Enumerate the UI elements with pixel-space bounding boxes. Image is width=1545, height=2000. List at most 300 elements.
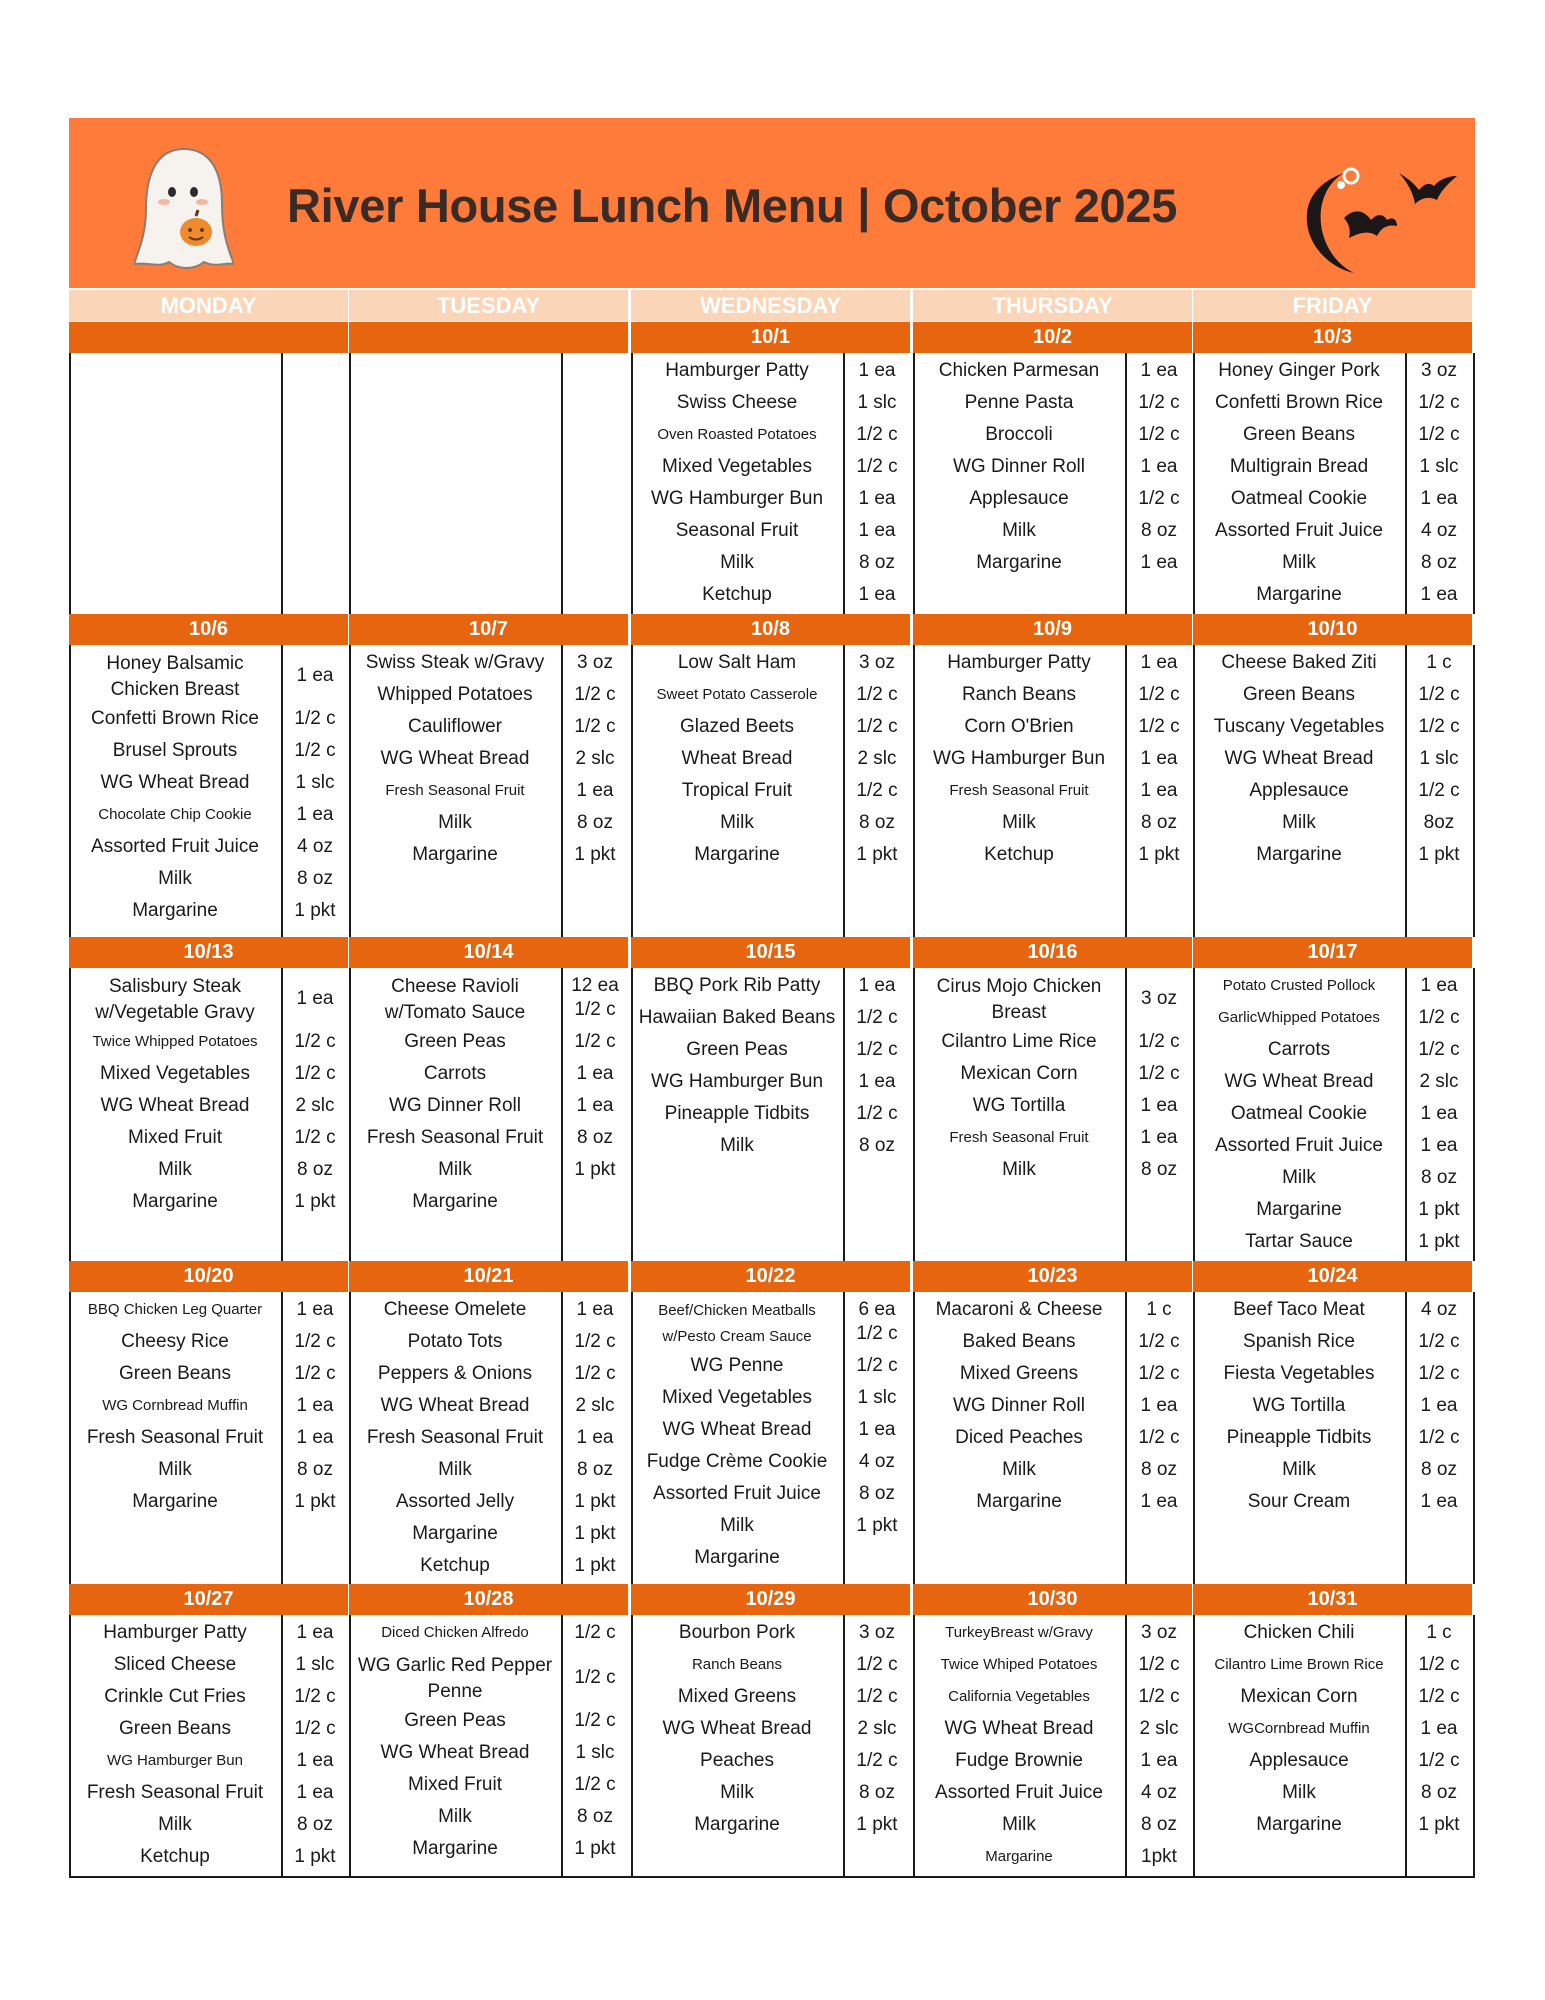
menu-item: Hamburger Patty xyxy=(947,652,1091,673)
menu-item: Milk xyxy=(1002,1159,1036,1180)
menu-item: Green Beans xyxy=(1243,424,1355,445)
menu-item-portion: 1/2 c xyxy=(294,1063,336,1084)
menu-item: Margarine xyxy=(976,1491,1062,1512)
menu-item: Green Beans xyxy=(119,1718,231,1739)
menu-item-portion: 1 ea xyxy=(1140,652,1178,673)
menu-item: Margarine xyxy=(985,1848,1053,1865)
cell-border xyxy=(69,353,71,614)
menu-item: WGCornbread Muffin xyxy=(1228,1720,1370,1737)
date-bar: 10/8 xyxy=(631,614,910,645)
menu-item: WG Hamburger Bun xyxy=(650,1071,824,1092)
menu-item-portion: 1 ea xyxy=(858,975,896,996)
menu-item: Spanish Rice xyxy=(1243,1331,1355,1352)
cell-border xyxy=(1473,1292,1475,1584)
menu-item: WG Dinner Roll xyxy=(389,1095,521,1116)
menu-item: Multigrain Bread xyxy=(1229,456,1369,477)
menu-item: WG Wheat Bread xyxy=(1224,748,1374,769)
cell-border xyxy=(561,1292,563,1584)
menu-item-portion: 1 pkt xyxy=(1418,1814,1460,1835)
date-bar: 10/10 xyxy=(1193,614,1472,645)
menu-item-portion: 1 pkt xyxy=(294,1846,336,1867)
menu-item-portion: 1 ea xyxy=(1420,584,1458,605)
menu-item-portion: 1/2 c xyxy=(294,1331,336,1352)
cell-border xyxy=(913,1615,915,1878)
menu-item-portion: 1 ea xyxy=(296,1427,334,1448)
menu-item: Penne Pasta xyxy=(964,392,1074,413)
menu-item-portion: 1/2 c xyxy=(1138,488,1180,509)
menu-item: Confetti Brown Rice xyxy=(91,708,259,729)
menu-item-portion: 1/2 c xyxy=(1418,1363,1460,1384)
menu-item-portion: 1/2 c xyxy=(294,708,336,729)
menu-item: Tropical Fruit xyxy=(681,780,793,801)
cell-border xyxy=(1405,645,1407,937)
cell-border xyxy=(913,968,915,1261)
cell-border xyxy=(349,1292,351,1584)
menu-item: Fiesta Vegetables xyxy=(1223,1363,1375,1384)
menu-item-portion: 4 oz xyxy=(1141,1782,1177,1803)
menu-item: Margarine xyxy=(694,1547,780,1568)
menu-item: Milk xyxy=(720,1782,754,1803)
day-header-thursday: THURSDAY xyxy=(913,290,1192,321)
cell-border xyxy=(843,353,845,614)
menu-item: Milk xyxy=(1282,1782,1316,1803)
menu-item: Crinkle Cut Fries xyxy=(104,1686,246,1707)
menu-item-portion: 1 ea xyxy=(858,360,896,381)
cell-border xyxy=(349,1615,351,1878)
menu-item-portion: 1 ea xyxy=(576,780,614,801)
menu-item-portion: 8 oz xyxy=(859,812,895,833)
date-bar: 10/2 xyxy=(913,322,1192,353)
menu-item-portion: 1 pkt xyxy=(574,1838,616,1859)
menu-item: Milk xyxy=(1282,1459,1316,1480)
cell-border xyxy=(1473,353,1475,614)
menu-item-portion: 1 ea xyxy=(296,1395,334,1416)
menu-item: Potato Crusted Pollock xyxy=(1222,977,1376,994)
menu-item: Cirus Mojo Chicken Breast xyxy=(936,976,1102,1023)
menu-item: Milk xyxy=(720,812,754,833)
date-bar-empty xyxy=(349,322,628,353)
menu-item: Milk xyxy=(720,552,754,573)
date-bar: 10/28 xyxy=(349,1584,628,1615)
menu-item-portion: 1 slc xyxy=(857,1387,897,1408)
menu-item: Sweet Potato Casserole xyxy=(656,686,818,703)
menu-item: Assorted Fruit Juice xyxy=(1215,1135,1383,1156)
menu-item: Mixed Fruit xyxy=(128,1127,222,1148)
menu-item-portion: 1/2 c xyxy=(1418,424,1460,445)
menu-item-portion: 1/2 c xyxy=(1418,1039,1460,1060)
menu-item-portion: 1/2 c xyxy=(856,1103,898,1124)
menu-item-portion: 6 ea 1/2 c xyxy=(856,1299,898,1344)
menu-item: Milk xyxy=(720,1515,754,1536)
menu-item: Milk xyxy=(1002,520,1036,541)
menu-item: Mexican Corn xyxy=(1240,1686,1358,1707)
cell-border xyxy=(1473,968,1475,1261)
date-bar: 10/1 xyxy=(631,322,910,353)
menu-item-portion: 4 oz xyxy=(297,836,333,857)
cell-border xyxy=(1405,1292,1407,1584)
menu-item-portion: 8 oz xyxy=(577,1127,613,1148)
menu-item: Mixed Vegetables xyxy=(100,1063,250,1084)
menu-item-portion: 1 ea xyxy=(296,1299,334,1320)
cell-border xyxy=(281,353,283,614)
cell-border xyxy=(843,1615,845,1878)
menu-item-portion: 1/2 c xyxy=(294,1363,336,1384)
menu-item-portion: 8 oz xyxy=(297,1459,333,1480)
menu-item-portion: 8 oz xyxy=(1141,1159,1177,1180)
menu-item-portion: 8 oz xyxy=(859,1483,895,1504)
menu-item: WG Wheat Bread xyxy=(380,1742,530,1763)
menu-item: Mixed Greens xyxy=(959,1363,1079,1384)
menu-item: Milk xyxy=(158,1814,192,1835)
menu-item: Chicken Parmesan xyxy=(938,360,1100,381)
cell-border xyxy=(1193,1615,1195,1878)
menu-item: GarlicWhipped Potatoes xyxy=(1218,1009,1380,1026)
menu-item-portion: 1 ea xyxy=(1140,456,1178,477)
menu-item-portion: 4 oz xyxy=(859,1451,895,1472)
menu-item-portion: 1/2 c xyxy=(856,684,898,705)
menu-item-portion: 1/2 c xyxy=(856,780,898,801)
menu-item: WG Wheat Bread xyxy=(380,748,530,769)
menu-item: Cheese Omelete xyxy=(383,1299,527,1320)
menu-grid xyxy=(69,322,1475,1878)
menu-item: Mixed Vegetables xyxy=(662,1387,812,1408)
menu-item: Assorted Fruit Juice xyxy=(1215,520,1383,541)
menu-item-portion: 1/2 c xyxy=(1138,424,1180,445)
cell-border xyxy=(1405,353,1407,614)
menu-item-portion: 2 slc xyxy=(295,1095,335,1116)
menu-item: Margarine xyxy=(976,552,1062,573)
cell-border xyxy=(1125,645,1127,937)
date-bar: 10/13 xyxy=(69,937,348,968)
cell-border xyxy=(69,1292,71,1584)
menu-item-portion: 1/2 c xyxy=(294,740,336,761)
menu-item: Milk xyxy=(438,1159,472,1180)
cell-border xyxy=(561,645,563,937)
menu-item: Green Peas xyxy=(404,1710,506,1731)
date-bar: 10/3 xyxy=(1193,322,1472,353)
menu-item-portion: 1 ea xyxy=(1420,1718,1458,1739)
menu-item-portion: 1/2 c xyxy=(1138,1654,1180,1675)
date-bar: 10/22 xyxy=(631,1261,910,1292)
date-bar: 10/15 xyxy=(631,937,910,968)
menu-item: Oven Roasted Potatoes xyxy=(657,426,817,443)
day-header-tuesday: TUESDAY xyxy=(349,290,628,321)
cell-border xyxy=(913,1292,915,1584)
menu-item: WG Dinner Roll xyxy=(953,456,1085,477)
menu-item-portion: 1 slc xyxy=(1419,456,1459,477)
menu-item: Milk xyxy=(1002,1459,1036,1480)
menu-item-portion: 8 oz xyxy=(859,1782,895,1803)
cell-border xyxy=(561,968,563,1261)
menu-item: Assorted Fruit Juice xyxy=(91,836,259,857)
cell-border xyxy=(1193,968,1195,1261)
menu-item-portion: 1/2 c xyxy=(574,684,616,705)
day-header-wednesday: WEDNESDAY xyxy=(631,290,910,321)
menu-item: WG Dinner Roll xyxy=(953,1395,1085,1416)
cell-border xyxy=(843,645,845,937)
date-bar: 10/17 xyxy=(1193,937,1472,968)
menu-item: Fresh Seasonal Fruit xyxy=(949,1129,1089,1146)
menu-item-portion: 8 oz xyxy=(1141,1814,1177,1835)
menu-item: Baked Beans xyxy=(962,1331,1076,1352)
menu-item-portion: 3 oz xyxy=(859,652,895,673)
menu-item-portion: 3 oz xyxy=(1141,988,1177,1009)
date-bar: 10/27 xyxy=(69,1584,348,1615)
menu-item-portion: 1 ea xyxy=(1420,1491,1458,1512)
menu-item: Carrots xyxy=(1267,1039,1331,1060)
menu-item: Margarine xyxy=(132,900,218,921)
menu-item: WG Tortilla xyxy=(1252,1395,1346,1416)
menu-item: Assorted Fruit Juice xyxy=(653,1483,821,1504)
menu-item: WG Hamburger Bun xyxy=(932,748,1106,769)
menu-item: Beef Taco Meat xyxy=(1233,1299,1365,1320)
menu-item-portion: 1 ea xyxy=(858,488,896,509)
menu-item: Whipped Potatoes xyxy=(377,684,533,705)
menu-item: WG Cornbread Muffin xyxy=(102,1397,248,1414)
menu-item: Cilantro Lime Rice xyxy=(941,1031,1097,1052)
menu-item: Low Salt Ham xyxy=(677,652,797,673)
menu-item-portion: 1 pkt xyxy=(294,1491,336,1512)
menu-item-portion: 1/2 c xyxy=(856,456,898,477)
menu-item: Hawaiian Baked Beans xyxy=(638,1007,836,1028)
menu-item: Chocolate Chip Cookie xyxy=(98,806,252,823)
menu-item-portion: 1 ea xyxy=(576,1063,614,1084)
menu-item-portion: 1 pkt xyxy=(856,1515,898,1536)
menu-item: Green Beans xyxy=(1243,684,1355,705)
menu-item: Milk xyxy=(720,1135,754,1156)
menu-item: Margarine xyxy=(1256,1814,1342,1835)
menu-item-portion: 1 ea xyxy=(858,1071,896,1092)
cell-border xyxy=(843,1292,845,1584)
menu-item: Applesauce xyxy=(1249,1750,1349,1771)
menu-item-portion: 8 oz xyxy=(1421,1167,1457,1188)
menu-item: Diced Peaches xyxy=(955,1427,1083,1448)
date-bar: 10/16 xyxy=(913,937,1192,968)
menu-item-portion: 1 ea xyxy=(858,520,896,541)
menu-item: Oatmeal Cookie xyxy=(1230,488,1368,509)
menu-item: Margarine xyxy=(694,844,780,865)
menu-item: Assorted Fruit Juice xyxy=(935,1782,1103,1803)
cell-border xyxy=(1125,968,1127,1261)
menu-item-portion: 1 slc xyxy=(1419,748,1459,769)
menu-item-portion: 1 ea xyxy=(1420,1135,1458,1156)
menu-item: Peaches xyxy=(700,1750,774,1771)
menu-item: Milk xyxy=(1282,1167,1316,1188)
day-header-friday: FRIDAY xyxy=(1193,290,1472,321)
menu-item-portion: 1/2 c xyxy=(856,1686,898,1707)
menu-item-portion: 1 c xyxy=(1426,1622,1452,1643)
menu-item-portion: 1/2 c xyxy=(1418,392,1460,413)
menu-item-portion: 8 oz xyxy=(1141,1459,1177,1480)
menu-item: Broccoli xyxy=(985,424,1053,445)
menu-item-portion: 8 oz xyxy=(859,1135,895,1156)
day-header-monday: MONDAY xyxy=(69,290,348,321)
menu-item: Milk xyxy=(438,1459,472,1480)
menu-item-portion: 2 slc xyxy=(1139,1718,1179,1739)
menu-item-portion: 1 ea xyxy=(576,1299,614,1320)
menu-item: Margarine xyxy=(132,1491,218,1512)
date-bar: 10/24 xyxy=(1193,1261,1472,1292)
menu-item: Milk xyxy=(1002,812,1036,833)
menu-item-portion: 1 slc xyxy=(295,772,335,793)
menu-item-portion: 1/2 c xyxy=(856,424,898,445)
menu-item-portion: 4 oz xyxy=(1421,1299,1457,1320)
menu-item-portion: 1/2 c xyxy=(574,1710,616,1731)
menu-item: Peppers & Onions xyxy=(377,1363,533,1384)
menu-item-portion: 1/2 c xyxy=(294,1686,336,1707)
menu-item-portion: 1/2 c xyxy=(1418,780,1460,801)
menu-item-portion: 8 oz xyxy=(577,1459,613,1480)
menu-item-portion: 8 oz xyxy=(1421,1459,1457,1480)
cell-border xyxy=(631,1615,633,1878)
menu-item: TurkeyBreast w/Gravy xyxy=(945,1624,1093,1641)
menu-item-portion: 1/2 c xyxy=(1138,392,1180,413)
menu-item: WG Wheat Bread xyxy=(100,1095,250,1116)
menu-item-portion: 1 ea xyxy=(576,1095,614,1116)
cell-border xyxy=(1125,353,1127,614)
date-bar: 10/9 xyxy=(913,614,1192,645)
menu-item-portion: 3 oz xyxy=(577,652,613,673)
menu-item: Macaroni & Cheese xyxy=(935,1299,1103,1320)
menu-item: Diced Chicken Alfredo xyxy=(381,1624,529,1641)
menu-item: Ranch Beans xyxy=(961,684,1077,705)
menu-item-portion: 1 ea xyxy=(1420,1395,1458,1416)
cell-border xyxy=(561,353,563,614)
menu-item: Confetti Brown Rice xyxy=(1215,392,1383,413)
cell-border xyxy=(1193,1292,1195,1584)
menu-item: BBQ Chicken Leg Quarter xyxy=(87,1301,263,1318)
menu-item-portion: 1 slc xyxy=(295,1654,335,1675)
menu-item-portion: 1/2 c xyxy=(1418,1331,1460,1352)
menu-item: Milk xyxy=(1282,552,1316,573)
cell-border xyxy=(1193,353,1195,614)
menu-item: Ketchup xyxy=(140,1846,210,1867)
menu-item: Pineapple Tidbits xyxy=(664,1103,810,1124)
menu-item-portion: 1/2 c xyxy=(1138,1686,1180,1707)
menu-item-portion: 3 oz xyxy=(1421,360,1457,381)
cell-border xyxy=(349,968,351,1261)
menu-item: Mixed Fruit xyxy=(408,1774,502,1795)
menu-item: Glazed Beets xyxy=(679,716,795,737)
menu-item: Applesauce xyxy=(969,488,1069,509)
menu-item-portion: 1/2 c xyxy=(574,1031,616,1052)
menu-item-portion: 1 ea xyxy=(858,584,896,605)
bats-moon-icon xyxy=(1289,158,1475,288)
cell-border xyxy=(1193,645,1195,937)
menu-item-portion: 1 ea xyxy=(1140,360,1178,381)
menu-item-portion: 2 slc xyxy=(575,1395,615,1416)
cell-border xyxy=(1473,645,1475,937)
menu-item: Twice Whiped Potatoes xyxy=(940,1656,1098,1673)
cell-border xyxy=(1405,1615,1407,1878)
cell-border xyxy=(843,968,845,1261)
menu-item: Ketchup xyxy=(420,1555,490,1576)
menu-item: WG Tortilla xyxy=(972,1095,1066,1116)
cell-border xyxy=(69,968,71,1261)
menu-item-portion: 1/2 c xyxy=(574,716,616,737)
menu-item-portion: 1/2 c xyxy=(856,1007,898,1028)
menu-item: Fresh Seasonal Fruit xyxy=(366,1427,544,1448)
menu-item: Fudge Brownie xyxy=(955,1750,1083,1771)
menu-item-portion: 1 ea xyxy=(1140,1491,1178,1512)
menu-item: Milk xyxy=(438,1806,472,1827)
cell-border xyxy=(1473,1615,1475,1878)
menu-item-portion: 1 ea xyxy=(1420,488,1458,509)
menu-item-portion: 1 pkt xyxy=(1418,1231,1460,1252)
menu-item-portion: 1 c xyxy=(1426,652,1452,673)
menu-item: Hamburger Patty xyxy=(103,1622,247,1643)
menu-item-portion: 8 oz xyxy=(859,552,895,573)
menu-item: California Vegetables xyxy=(948,1688,1090,1705)
menu-item-portion: 2 slc xyxy=(857,1718,897,1739)
menu-item: Ketchup xyxy=(702,584,772,605)
menu-item: Applesauce xyxy=(1249,780,1349,801)
menu-item-portion: 1/2 c xyxy=(294,1127,336,1148)
menu-item-portion: 1 pkt xyxy=(574,844,616,865)
cell-border xyxy=(631,1292,633,1584)
menu-item-portion: 1/2 c xyxy=(574,1331,616,1352)
menu-item-portion: 1/2 c xyxy=(856,1355,898,1376)
cell-border xyxy=(631,353,633,614)
menu-item-portion: 1 ea xyxy=(1140,780,1178,801)
menu-item-portion: 8 oz xyxy=(297,868,333,889)
menu-item-portion: 1 pkt xyxy=(1418,1199,1460,1220)
cell-border xyxy=(69,1615,71,1878)
menu-item: Honey Ginger Pork xyxy=(1218,360,1380,381)
cell-border xyxy=(631,645,633,937)
menu-item: WG Wheat Bread xyxy=(100,772,250,793)
menu-item: Swiss Steak w/Gravy xyxy=(365,652,545,673)
menu-item: Ranch Beans xyxy=(691,1656,783,1673)
menu-item-portion: 1 ea xyxy=(1140,552,1178,573)
menu-item: Green Beans xyxy=(119,1363,231,1384)
menu-item-portion: 1 ea xyxy=(1140,1750,1178,1771)
menu-item-portion: 8 oz xyxy=(1141,812,1177,833)
menu-item: Fudge Crème Cookie xyxy=(646,1451,828,1472)
menu-item: Seasonal Fruit xyxy=(675,520,799,541)
menu-item-portion: 1 slc xyxy=(575,1742,615,1763)
cell-border xyxy=(349,353,351,614)
menu-item: Hamburger Patty xyxy=(665,360,809,381)
menu-item: Honey Balsamic Chicken Breast xyxy=(106,653,244,700)
menu-item: Green Peas xyxy=(686,1039,788,1060)
menu-item-portion: 1 ea xyxy=(296,1750,334,1771)
menu-item: Margarine xyxy=(694,1814,780,1835)
menu-item-portion: 4 oz xyxy=(1421,520,1457,541)
menu-item-portion: 1/2 c xyxy=(1138,1427,1180,1448)
date-bar: 10/7 xyxy=(349,614,628,645)
menu-item-portion: 8oz xyxy=(1423,812,1455,833)
menu-item: Milk xyxy=(158,868,192,889)
menu-item-portion: 1 ea xyxy=(1140,1095,1178,1116)
cell-border xyxy=(561,1615,563,1878)
menu-item-portion: 1/2 c xyxy=(574,1774,616,1795)
menu-item: Cilantro Lime Brown Rice xyxy=(1214,1656,1384,1673)
menu-item-portion: 2 slc xyxy=(857,748,897,769)
ghost-icon xyxy=(134,144,234,274)
menu-item-portion: 1 ea xyxy=(1420,975,1458,996)
menu-item: WG Wheat Bread xyxy=(662,1718,812,1739)
menu-item-portion: 1 ea xyxy=(1420,1103,1458,1124)
menu-item: Wheat Bread xyxy=(681,748,793,769)
menu-item-portion: 1/2 c xyxy=(1138,716,1180,737)
menu-item-portion: 1 pkt xyxy=(1138,844,1180,865)
cell-border xyxy=(1125,1292,1127,1584)
cell-border xyxy=(1405,968,1407,1261)
menu-item: Salisbury Steak w/Vegetable Gravy xyxy=(95,976,255,1023)
menu-item: WG Hamburger Bun xyxy=(107,1752,243,1769)
menu-item-portion: 2 slc xyxy=(1419,1071,1459,1092)
